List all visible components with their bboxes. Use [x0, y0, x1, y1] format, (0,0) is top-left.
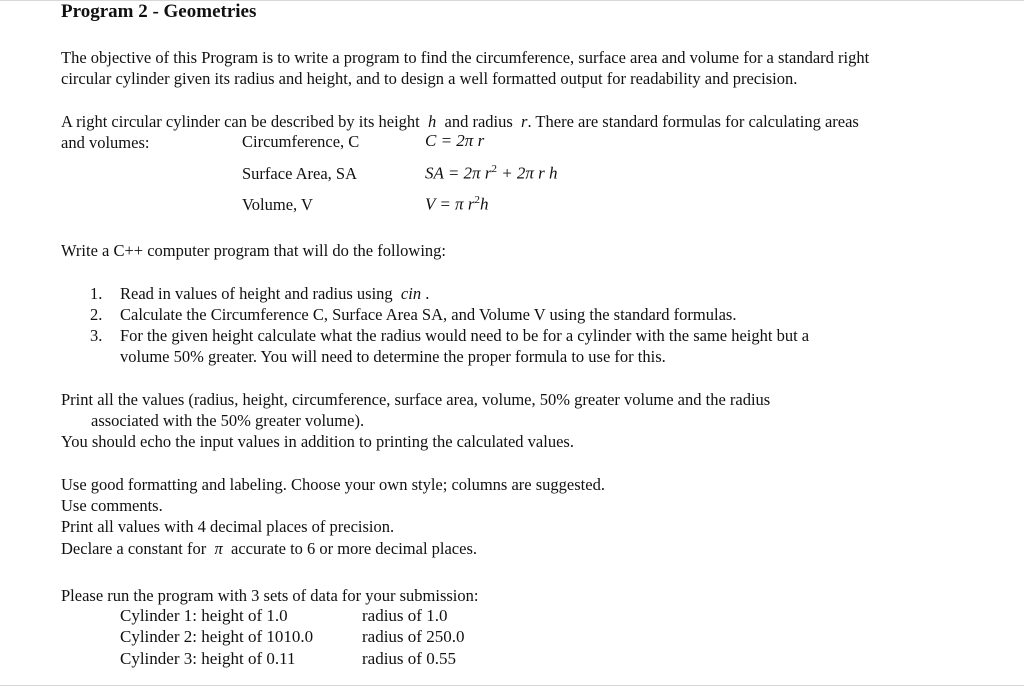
step-number: 1.	[90, 284, 103, 303]
cylinder-1-height: Cylinder 1: height of 1.0	[120, 606, 288, 625]
step-text-end: .	[421, 284, 430, 303]
formula-volume-text: V = π r	[425, 194, 475, 214]
style-line-4-pre: Declare a constant for	[61, 539, 207, 558]
formula-circumference	[425, 131, 484, 151]
formula-volume	[425, 194, 488, 215]
style-line-4-post: accurate to 6 or more decimal places.	[231, 539, 478, 558]
formula-circumference-text: C = 2π r	[425, 131, 485, 150]
cylinder-1-radius: radius of 1.0	[362, 606, 448, 625]
pi-symbol: π	[214, 539, 223, 558]
print-line-3: You should echo the input values in addition to printing the calculated values.	[61, 432, 574, 451]
step-text: Calculate the Circumference C, Surface Area SA, and Volume V using the standard formulas.	[120, 305, 737, 324]
cylinder-3-height: Cylinder 3: height of 0.11	[120, 649, 296, 668]
style-line-3: Print all values with 4 decimal places of precision.	[61, 517, 395, 536]
list-item	[90, 283, 809, 304]
formula-label-circumference: Circumference, C	[242, 132, 360, 151]
list-item	[90, 304, 809, 325]
step-text: Read in values of height and radius using	[120, 284, 393, 303]
formula-volume-exponent: 2	[474, 194, 480, 206]
height-symbol: h	[428, 112, 437, 131]
objective-line-2: circular cylinder given its radius and height, and to design a well formatted output for readability and precision.	[61, 69, 798, 88]
step-text: For the given height calculate what the radius would need to be for a cylinder with the same height but a	[120, 326, 810, 345]
radius-symbol: r	[521, 112, 528, 131]
list-item	[90, 325, 809, 367]
formula-surface-area-text: SA = 2π r	[425, 163, 492, 183]
page-title: Program 2 - Geometries	[61, 1, 257, 22]
style-line-1: Use good formatting and labeling. Choose your own style; columns are suggested.	[61, 475, 605, 494]
description-text-a: A right circular cylinder can be described by its height	[61, 112, 420, 131]
formula-volume-tail: h	[479, 194, 489, 214]
formula-surface-area-tail: + 2π r h	[496, 163, 558, 183]
objective-line-1: The objective of this Program is to write a program to find the circumference, surface area and volume for a standard right	[61, 48, 870, 67]
cylinder-3-radius: radius of 0.55	[362, 649, 456, 668]
step-text-continued: volume 50% greater. You will need to determine the proper formula to use for this.	[120, 347, 666, 366]
steps-list	[90, 283, 809, 367]
step-number: 3.	[90, 326, 103, 345]
formula-surface-area-exponent: 2	[491, 163, 497, 175]
description-line-2: and volumes:	[61, 133, 150, 152]
cylinder-2-height: Cylinder 2: height of 1010.0	[120, 627, 314, 646]
description-text-b: and radius	[444, 112, 513, 131]
style-line-2: Use comments.	[61, 496, 163, 515]
cin-keyword: cin	[400, 284, 422, 303]
run-intro: Please run the program with 3 sets of data for your submission:	[61, 586, 479, 605]
style-line-4	[61, 538, 477, 559]
cylinder-2-radius: radius of 250.0	[362, 627, 465, 646]
formula-label-volume: Volume, V	[242, 195, 313, 214]
print-line-2: associated with the 50% greater volume).	[91, 411, 365, 430]
description-line-1	[61, 111, 859, 132]
formula-surface-area	[425, 163, 558, 184]
step-number: 2.	[90, 305, 103, 324]
formula-label-surface-area: Surface Area, SA	[242, 164, 358, 183]
write-intro: Write a C++ computer program that will do the following:	[61, 241, 446, 260]
print-line-1: Print all the values (radius, height, circumference, surface area, volume, 50% greater volume and the radius	[61, 390, 771, 409]
description-text-c: . There are standard formulas for calculating areas	[527, 112, 859, 131]
